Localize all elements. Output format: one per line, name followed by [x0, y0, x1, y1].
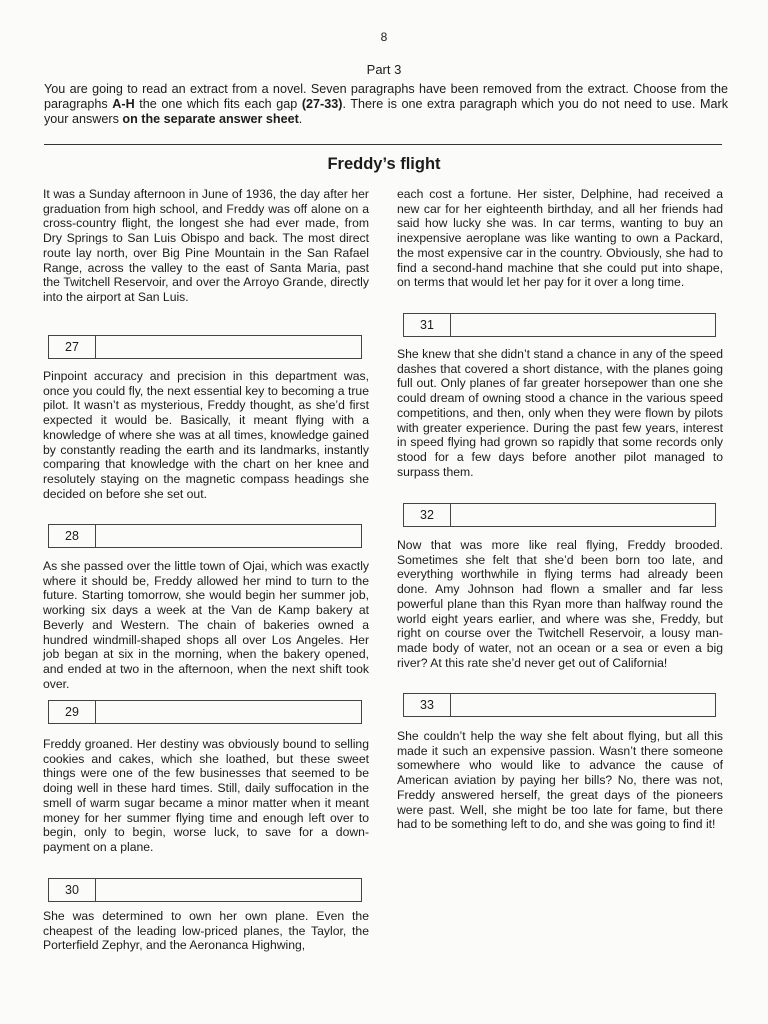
gap-box-32[interactable] [403, 503, 716, 527]
instructions-text-1: You are going to read an extract from a novel. Seven paragraphs have been removed from the extract. Choose from the paragraphs [44, 82, 728, 111]
instructions-bold-1: A-H [112, 97, 135, 111]
paragraph-text: She knew that she didn’t stand a chance in any of the speed dashes that covered a short distance, with the planes going full out. Only planes of far greater horsepower than one she could dream of owning stood a chance in the various speed competitions, and then, only when they were flown by pilots with greater experience. During the past few years, interest in speed flying had grown so rapidly that some records only stood for a few days before another pilot managed to surpass them. [397, 347, 723, 479]
gap-number: 32 [404, 504, 451, 526]
paragraph-text: Freddy groaned. Her destiny was obviously bound to selling cookies and cakes, which she loathed, but these sweet things were one of the few businesses that seemed to be doing well in these hard times. Still, daily suffocation in the smell of warm sugar became a minor matter when it meant money for her summer flying time and enough left over to begin, only to begin, worse luck, to save for a down-payment on a plane. [43, 737, 369, 854]
extract-title: Freddy’s flight [327, 155, 441, 173]
paragraph-text: Now that was more like real flying, Freddy brooded. Sometimes she felt that she’d been born too late, and everything worthwhile in flying terms had already been done. Amy Johnson had flown a smaller and far less powerful plane than this Ryan more than halfway round the world eight years earlier, and where was she, Freddy, but right on course over the Twitchell Reservoir, a lousy man-made body of water, not an ocean or a sea or even a big river? At this rate she’d never get out of California! [397, 538, 723, 670]
gap-answer-field[interactable] [96, 525, 361, 547]
gap-number: 30 [49, 879, 96, 901]
instructions-bold-3: on the separate answer sheet [122, 112, 299, 126]
gap-number: 28 [49, 525, 96, 547]
instructions-text-2: the one which fits each gap [134, 97, 302, 111]
paragraph-7 [397, 347, 723, 479]
gap-box-28[interactable] [48, 524, 362, 548]
gap-answer-field[interactable] [451, 504, 715, 526]
gap-box-31[interactable] [403, 313, 716, 337]
gap-answer-field[interactable] [96, 879, 361, 901]
gap-box-33[interactable] [403, 693, 716, 717]
gap-box-27[interactable] [48, 335, 362, 359]
paragraph-text: She couldn’t help the way she felt about flying, but all this made it such an expensive passion. Wasn’t there someone somewhere who would like to advance the cause of American aviation by paying her bills? No, there was not, Freddy answered herself, the great days of the pioneers were past. Well, she might be too late for fame, but there had to be something left to do, and she was going to find it! [397, 729, 723, 832]
instructions [44, 82, 728, 127]
paragraph-text: Pinpoint accuracy and precision in this department was, once you could fly, the next essential key to becoming a true pilot. It wasn’t as mysterious, Freddy thought, as she’d first expected it would be. Basically, it meant flying with a knowledge of where she was at all times, knowledge gained by constantly reading the earth and its landmarks, instantly comparing that knowledge with the chart on her knee and resolutely staying on the magnetic compass headings she decided on before she set out. [43, 369, 369, 501]
paragraph-9 [397, 729, 723, 832]
paragraph-text: She was determined to own her own plane. Even the cheapest of the leading low-priced planes, the Taylor, the Porterfield Zephyr, and the Aeronanca Highwing, [43, 909, 369, 953]
gap-number: 31 [404, 314, 451, 336]
paragraph-text: As she passed over the little town of Ojai, which was exactly where it should be, Freddy allowed her mind to turn to the future. Starting tomorrow, she would begin her summer job, working six days a week at the Van de Kamp bakery at Beverly and Western. The chain of bakeries owned a hundred windmill-shaped shops all over Los Angeles. Her job began at six in the morning, when the bakery opened, and ended at two in the afternoon, when the next shift took over. [43, 559, 369, 691]
paragraph-2 [43, 369, 369, 501]
paragraph-text: each cost a fortune. Her sister, Delphine, had received a new car for her eighteenth birthday, and all her friends had said how lucky she was. In car terms, wanting to buy an inexpensive aeroplane was like wanting to own a Packard, the most expensive car in the country. Obviously, she had to find a second-hand machine that she could put into shape, on terms that would let her pay for it over a long time. [397, 187, 723, 290]
paragraph-4 [43, 737, 369, 855]
gap-answer-field[interactable] [96, 336, 361, 358]
paragraph-8 [397, 538, 723, 670]
paragraph-5 [43, 909, 369, 953]
gap-box-30[interactable] [48, 878, 362, 902]
paragraph-3 [43, 559, 369, 691]
paragraph-text: It was a Sunday afternoon in June of 1936, the day after her graduation from high school, and Freddy was off alone on a cross-country flight, the longest she had ever made, from Dry Springs to San Luis Obispo and back. The most direct route lay north, over Big Pine Mountain in the San Rafael Range, across the valley to the east of Santa Maria, past the Twitchell Reservoir, and over the Arroyo Grande, directly into the airport at San Luis. [43, 187, 369, 304]
gap-number: 29 [49, 701, 96, 723]
part-heading: Part 3 [366, 62, 402, 77]
page-number: 8 [380, 30, 388, 44]
divider-rule [44, 144, 722, 145]
gap-answer-field[interactable] [451, 694, 715, 716]
instructions-text-3: . There is one extra paragraph which you do not need to use. Mark your answers [44, 97, 728, 126]
paragraph-6 [397, 187, 723, 290]
instructions-bold-2: (27-33) [301, 97, 343, 111]
gap-number: 33 [404, 694, 451, 716]
paragraph-1 [43, 187, 369, 305]
gap-number: 27 [49, 336, 96, 358]
gap-box-29[interactable] [48, 700, 362, 724]
gap-answer-field[interactable] [96, 701, 361, 723]
instructions-text-4: . [298, 112, 303, 126]
gap-answer-field[interactable] [451, 314, 715, 336]
